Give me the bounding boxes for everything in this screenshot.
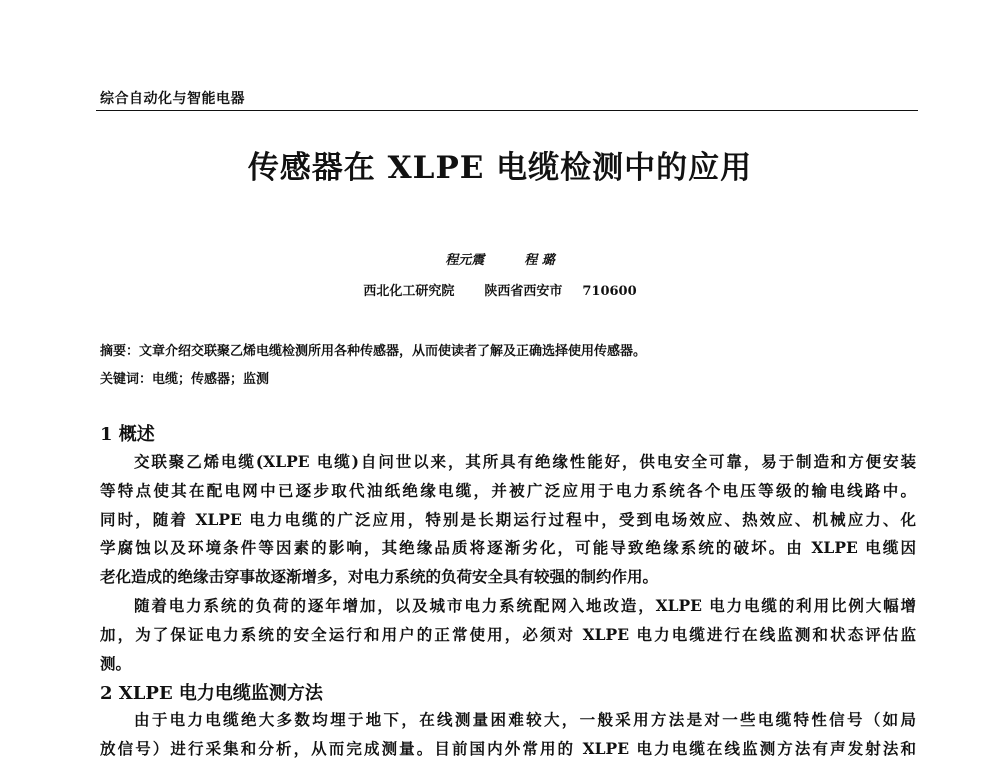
body-paragraph [100,706,916,764]
paper-title: 传感器在 XLPE 电缆检测中的应用 [247,150,753,186]
header-rule [96,110,918,111]
paragraph-line: 测。 [100,653,132,673]
paragraph-line: 由于电力电缆绝大多数均埋于地下，在线测量困难较大，一般采用方法是对一些电缆特性信号（如局 [134,710,916,729]
affiliation-city: 陕西省西安市 [484,284,563,299]
affiliation-org: 西北化工研究院 [363,284,455,299]
author-name: 程 璐 [524,253,555,268]
affiliation-line [0,280,1000,299]
author-line [0,249,1000,268]
body-paragraph [100,448,916,592]
section-heading: 1 概述 [100,424,155,445]
paragraph-line: 交联聚乙烯电缆(XLPE 电缆)自问世以来，其所具有绝缘性能好，供电安全可靠，易于制造和方便安装 [134,452,916,471]
abstract-label: 摘要： [100,344,140,359]
abstract [100,340,646,359]
abstract-text: 文章介绍交联聚乙烯电缆检测所用各种传感器，从而使读者了解及正确选择使用传感器。 [139,344,647,359]
keywords [100,368,269,387]
keywords-label: 关键词： [100,372,153,387]
paragraph-line: 学腐蚀以及环境条件等因素的影响，其绝缘品质将逐渐劣化，可能导致绝缘系统的破坏。由 XLPE 电缆因 [100,538,916,558]
keywords-text: 电缆；传感器；监测 [152,372,270,387]
journal-running-head: 综合自动化与智能电器 [100,91,245,107]
paragraph-line: 同时，随着 XLPE 电力电缆的广泛应用，特别是长期运行过程中，受到电场效应、热效应、机械应力、化 [100,509,916,529]
section-heading: 2 XLPE 电力电缆监测方法 [100,683,323,704]
paragraph-line: 老化造成的绝缘击穿事故逐渐增多，对电力系统的负荷安全具有较强的制约作用。 [100,567,659,587]
affiliation-postcode: 710600 [582,284,637,299]
author-name: 程元震 [445,253,485,268]
body-paragraph [100,592,916,678]
paragraph-line: 等特点使其在配电网中已逐步取代油纸绝缘电缆，并被广泛应用于电力系统各个电压等级的输电线路中。 [100,480,916,500]
paragraph-line: 放信号）进行采集和分析，从而完成测量。目前国内外常用的 XLPE 电力电缆在线监测方法有声发射法和 [100,738,916,758]
paragraph-line: 加，为了保证电力系统的安全运行和用户的正常使用，必须对 XLPE 电力电缆进行在线监测和状态评估监 [100,624,916,644]
paragraph-line: 随着电力系统的负荷的逐年增加，以及城市电力系统配网入地改造，XLPE 电力电缆的利用比例大幅增 [134,596,916,615]
